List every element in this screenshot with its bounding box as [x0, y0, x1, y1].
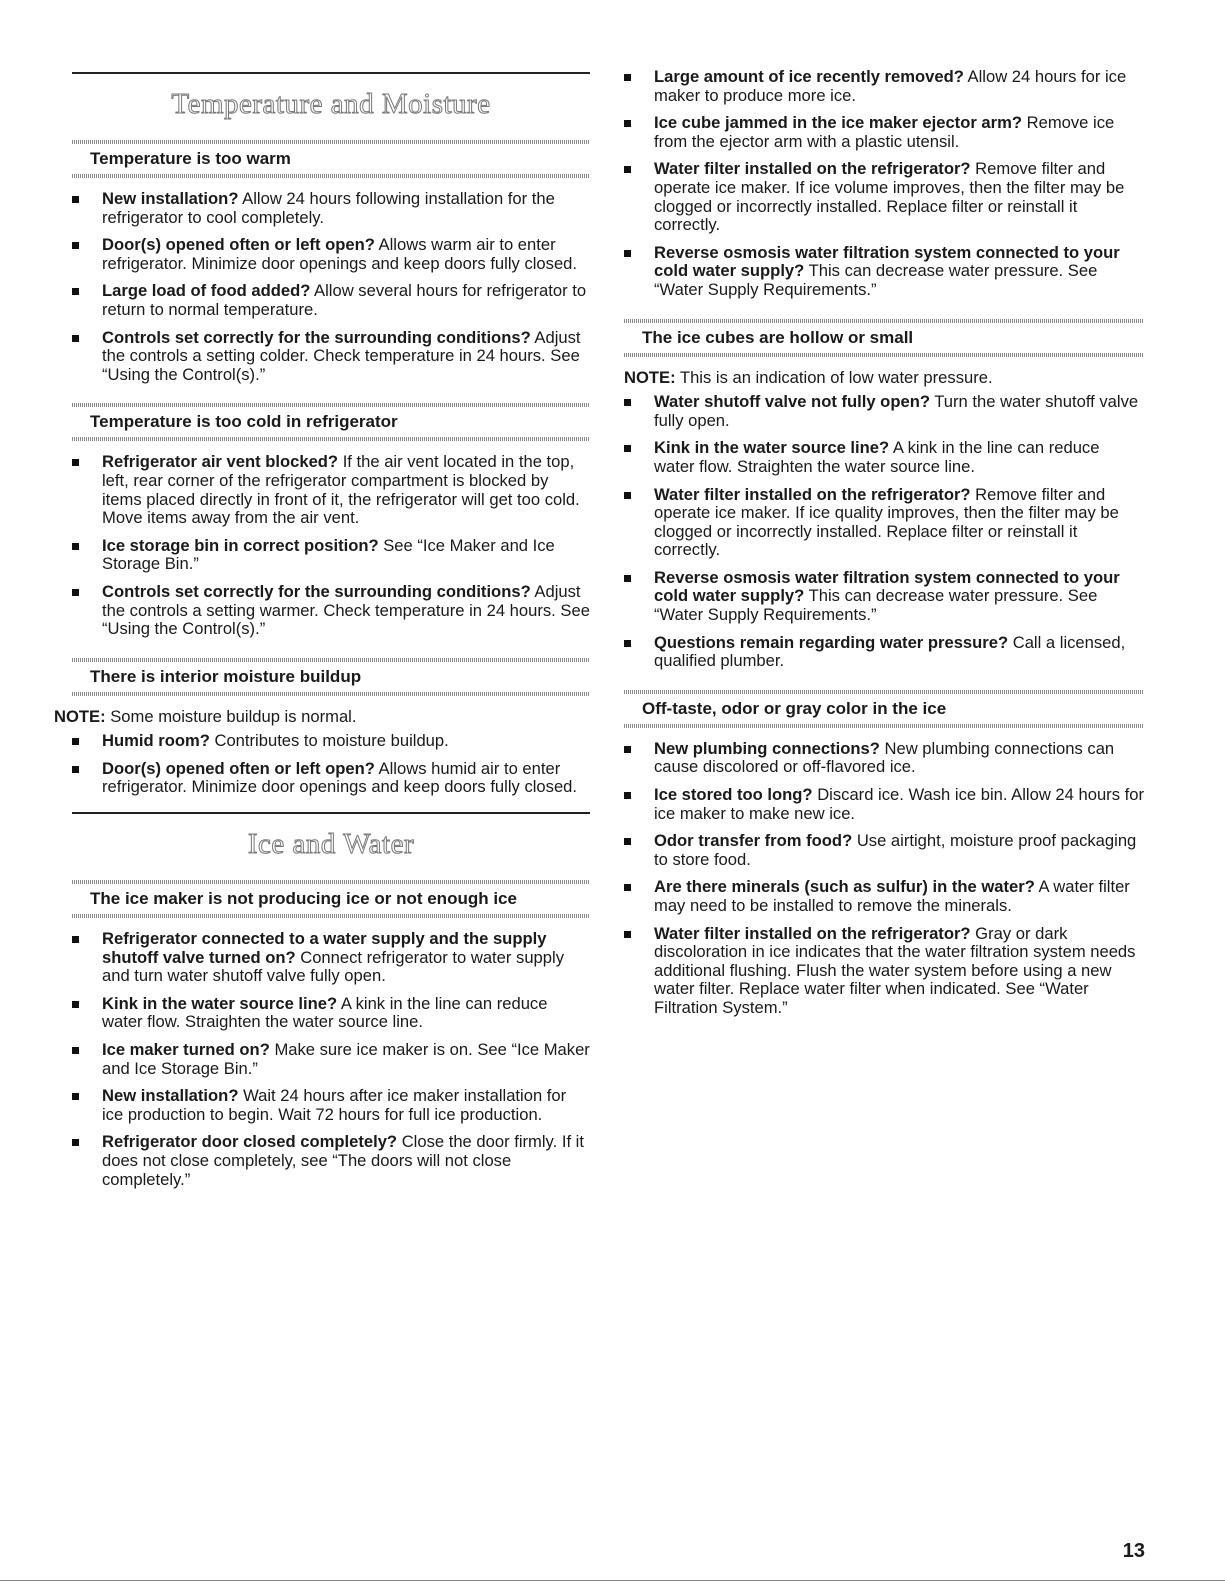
list-item: Water filter installed on the refrigerator? Gray or dark discoloration in ice indicates that the water filtration system needs additional flushing. Flush the water system before using a new water filter. Replace water filter when indicated. See “Water Filtration System.”: [624, 925, 1144, 1018]
list-item: Kink in the water source line? A kink in the line can reduce water flow. Straighten the water source line.: [624, 439, 1144, 476]
subheading-too-warm: Temperature is too warm: [72, 140, 590, 178]
bullet-icon: [72, 1001, 79, 1008]
list-item: Water shutoff valve not fully open? Turn the water shutoff valve fully open.: [624, 393, 1144, 430]
bullet-icon: [624, 838, 631, 845]
list-item: Kink in the water source line? A kink in the line can reduce water flow. Straighten the water source line.: [72, 995, 590, 1032]
bullet-icon: [624, 792, 631, 799]
bullet-icon: [72, 738, 79, 745]
bullet-icon: [624, 166, 631, 173]
list-item: Reverse osmosis water filtration system connected to your cold water supply? This can decrease water pressure. See “Water Supply Requirements.”: [624, 244, 1144, 300]
bullet-icon: [624, 250, 631, 257]
bullet-icon: [72, 936, 79, 943]
list-item: Ice maker turned on? Make sure ice maker is on. See “Ice Maker and Ice Storage Bin.”: [72, 1041, 590, 1078]
bullet-icon: [72, 288, 79, 295]
subheading-not-producing: The ice maker is not producing ice or not enough ice: [72, 880, 590, 918]
bullet-icon: [72, 543, 79, 550]
subheading-too-cold: Temperature is too cold in refrigerator: [72, 403, 590, 441]
bullet-icon: [72, 1047, 79, 1054]
page-number: 13: [1122, 1540, 1145, 1562]
bullet-icon: [72, 459, 79, 466]
list-item: Questions remain regarding water pressure? Call a licensed, qualified plumber.: [624, 634, 1144, 671]
list-item: Large amount of ice recently removed? Allow 24 hours for ice maker to produce more ice.: [624, 68, 1144, 105]
list-item: Door(s) opened often or left open? Allows humid air to enter refrigerator. Minimize door openings and keep doors fully closed.: [72, 760, 590, 797]
list-too-cold: [72, 453, 590, 638]
bottom-rule: [0, 1580, 1225, 1581]
bullet-icon: [624, 931, 631, 938]
subheading-hollow: The ice cubes are hollow or small: [624, 319, 1144, 357]
list-item: Ice stored too long? Discard ice. Wash ice bin. Allow 24 hours for ice maker to make new ice.: [624, 786, 1144, 823]
bullet-icon: [624, 884, 631, 891]
left-column: [54, 72, 590, 1198]
bullet-icon: [72, 1139, 79, 1146]
list-item: Door(s) opened often or left open? Allows warm air to enter refrigerator. Minimize door openings and keep doors fully closed.: [72, 236, 590, 273]
bullet-icon: [624, 74, 631, 81]
list-item: Controls set correctly for the surrounding conditions? Adjust the controls a setting warmer. Check temperature in 24 hours. See “Using the Control(s).”: [72, 583, 590, 639]
bullet-icon: [624, 575, 631, 582]
list-hollow: [624, 393, 1144, 671]
list-not-producing-continued: [624, 68, 1144, 300]
bullet-icon: [72, 242, 79, 249]
bullet-icon: [72, 196, 79, 203]
subheading-off-taste: Off-taste, odor or gray color in the ice: [624, 690, 1144, 728]
list-item: Refrigerator air vent blocked? If the air vent located in the top, left, rear corner of the refrigerator compartment is blocked by items placed directly in front of it, the refrigerator will get too cold. Move items away from the air vent.: [72, 453, 590, 527]
list-item: Ice cube jammed in the ice maker ejector arm? Remove ice from the ejector arm with a plastic utensil.: [624, 114, 1144, 151]
note: NOTE: Some moisture buildup is normal.: [54, 706, 357, 726]
list-item: Ice storage bin in correct position? See “Ice Maker and Ice Storage Bin.”: [72, 537, 590, 574]
list-item: Water filter installed on the refrigerator? Remove filter and operate ice maker. If ice volume improves, then the filter may be clogged or incorrectly installed. Replace filter or reinstall it correctly.: [624, 160, 1144, 234]
list-item: New installation? Wait 24 hours after ice maker installation for ice production to begin. Wait 72 hours for full ice production.: [72, 1087, 590, 1124]
bullet-icon: [624, 120, 631, 127]
bullet-icon: [72, 1093, 79, 1100]
list-item: Reverse osmosis water filtration system connected to your cold water supply? This can decrease water pressure. See “Water Supply Requirements.”: [624, 569, 1144, 625]
bullet-icon: [72, 766, 79, 773]
list-item: New installation? Allow 24 hours following installation for the refrigerator to cool completely.: [72, 190, 590, 227]
list-item: Refrigerator door closed completely? Close the door firmly. If it does not close completely, see “The doors will not close completely.”: [72, 1133, 590, 1189]
bullet-icon: [72, 589, 79, 596]
subheading-moisture: There is interior moisture buildup: [72, 658, 590, 696]
bullet-icon: [624, 445, 631, 452]
list-item: New plumbing connections? New plumbing connections can cause discolored or off-flavored ice.: [624, 740, 1144, 777]
section-rule: [72, 812, 590, 814]
list-moisture: [72, 732, 590, 797]
list-item: Large load of food added? Allow several hours for refrigerator to return to normal temperature.: [72, 282, 590, 319]
list-item: Refrigerator connected to a water supply and the supply shutoff valve turned on? Connect refrigerator to water supply and turn water shutoff valve fully open.: [72, 930, 590, 986]
right-column: [624, 68, 1144, 1027]
list-off-taste: [624, 740, 1144, 1018]
list-item: Are there minerals (such as sulfur) in the water? A water filter may need to be installed to remove the minerals.: [624, 878, 1144, 915]
section-title-ice-water: Ice and Water: [247, 828, 415, 861]
bullet-icon: [72, 335, 79, 342]
note: NOTE: This is an indication of low water pressure.: [624, 367, 993, 387]
bullet-icon: [624, 640, 631, 647]
list-item: Odor transfer from food? Use airtight, moisture proof packaging to store food.: [624, 832, 1144, 869]
list-not-producing: [72, 930, 590, 1189]
bullet-icon: [624, 492, 631, 499]
bullet-icon: [624, 746, 631, 753]
list-item: Water filter installed on the refrigerator? Remove filter and operate ice maker. If ice quality improves, then the filter may be clogged or incorrectly installed. Replace filter or reinstall it correctly.: [624, 486, 1144, 560]
section-rule: [72, 72, 590, 74]
list-item: Humid room? Contributes to moisture buildup.: [72, 732, 590, 751]
bullet-icon: [624, 399, 631, 406]
list-too-warm: [72, 190, 590, 384]
section-title-temperature-moisture: Temperature and Moisture: [171, 88, 491, 120]
list-item: Controls set correctly for the surrounding conditions? Adjust the controls a setting colder. Check temperature in 24 hours. See “Using the Control(s).”: [72, 329, 590, 385]
